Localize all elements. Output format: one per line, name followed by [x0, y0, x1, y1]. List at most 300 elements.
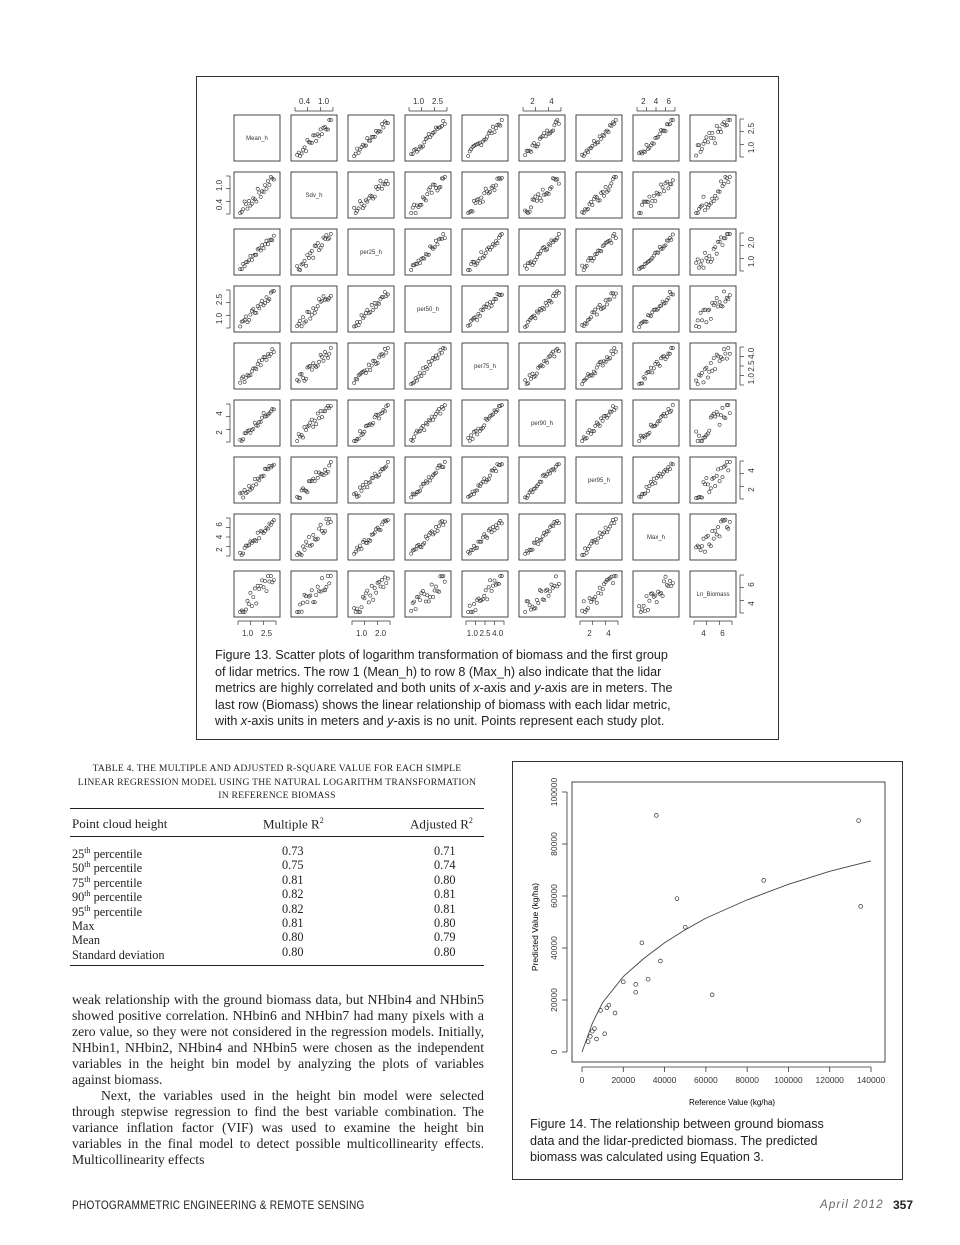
data-point	[443, 580, 446, 583]
data-point	[303, 548, 306, 551]
adjusted-r2-value: 0.71	[434, 844, 456, 858]
data-point	[491, 125, 494, 128]
data-point	[328, 464, 331, 467]
data-point	[581, 439, 584, 442]
y-tick-label: 20000	[549, 988, 559, 1012]
tick-label: 2.5	[747, 122, 756, 135]
data-point	[595, 313, 598, 316]
data-point	[477, 259, 480, 262]
data-point	[426, 193, 429, 196]
multiple-r2-value: 0.75	[282, 858, 304, 873]
tick-label: 1.0	[215, 312, 224, 325]
data-point	[652, 194, 655, 197]
data-point	[703, 550, 706, 553]
data-point	[443, 237, 446, 240]
data-point	[353, 154, 356, 157]
data-point	[695, 379, 698, 382]
tick-label: 4	[215, 534, 224, 540]
panel	[690, 229, 736, 275]
data-point	[537, 193, 540, 196]
data-point	[442, 119, 445, 122]
data-point	[439, 412, 442, 415]
data-point	[357, 151, 360, 154]
data-point	[322, 359, 325, 362]
data-point	[242, 496, 245, 499]
data-point	[323, 468, 326, 471]
data-point	[475, 433, 478, 436]
data-point	[696, 258, 699, 261]
paragraph: Next, the variables used in the height bin model were selected through stepwise regression to find the best variable combination. The variance inflation factor (VIF) was used to examine the height bin variables in the final model to detect possible multicollinearity effects. Multicollinearity effects	[72, 1088, 484, 1167]
data-point	[244, 203, 247, 206]
data-point	[315, 139, 318, 142]
data-point	[306, 601, 309, 604]
data-point	[320, 133, 323, 136]
data-point	[258, 537, 261, 540]
adjusted-r2-value: 0.81	[434, 901, 456, 916]
panel	[576, 571, 622, 617]
data-point	[525, 267, 528, 270]
adjusted-r2-value: 0.81	[434, 887, 456, 902]
data-point	[721, 244, 724, 247]
data-point	[468, 439, 471, 442]
data-point	[366, 368, 369, 371]
data-point	[386, 460, 389, 463]
data-point	[662, 190, 665, 193]
data-point	[648, 195, 651, 198]
data-point	[500, 118, 503, 121]
data-point	[304, 428, 307, 431]
data-point	[249, 313, 252, 316]
data-point	[316, 412, 319, 415]
data-point	[700, 545, 703, 548]
data-point	[712, 537, 715, 540]
data-point	[316, 305, 319, 308]
data-point	[534, 195, 537, 198]
tick-label: 4.0	[492, 629, 504, 638]
data-point	[304, 540, 307, 543]
data-point	[535, 372, 538, 375]
x-tick-label: 0	[579, 1075, 585, 1085]
data-point	[467, 154, 470, 157]
x-tick-label: 100000	[774, 1075, 803, 1085]
data-point	[728, 294, 731, 297]
data-point	[377, 417, 380, 420]
data-point	[263, 184, 266, 187]
panel	[348, 457, 394, 503]
panel	[234, 400, 280, 446]
data-point	[638, 605, 641, 608]
data-point	[244, 608, 247, 611]
data-point	[329, 520, 332, 523]
data-point	[353, 381, 356, 384]
data-point	[246, 599, 249, 602]
data-point	[250, 605, 253, 608]
tick-label: 0.4	[215, 198, 224, 211]
data-point	[480, 251, 483, 254]
data-point	[489, 474, 492, 477]
data-point	[243, 265, 246, 268]
data-point	[309, 317, 312, 320]
tick-label: 6	[747, 582, 756, 587]
data-point	[721, 406, 724, 409]
data-point	[325, 234, 328, 237]
data-point	[671, 403, 674, 406]
data-point	[634, 990, 638, 994]
data-point	[524, 154, 527, 157]
data-point	[705, 136, 708, 139]
data-point	[718, 480, 721, 483]
data-point	[312, 256, 315, 259]
data-point	[634, 983, 638, 987]
data-point	[535, 598, 538, 601]
variable-label: per50_h	[416, 307, 440, 313]
data-point	[386, 577, 389, 580]
data-point	[272, 234, 275, 237]
panel	[348, 343, 394, 389]
data-point	[484, 589, 487, 592]
caption-line: of lidar metrics. The row 1 (Mean_h) to row 8 (Max_h) also indicate that the lidar	[215, 664, 662, 679]
data-point	[357, 323, 360, 326]
caption-line: last row (Biomass) shows the linear relationship of biomass with each lidar metric,	[215, 697, 671, 712]
data-point	[471, 437, 474, 440]
scatterplot-matrix	[197, 77, 778, 739]
data-point	[262, 586, 265, 589]
data-point	[300, 152, 303, 155]
data-point	[239, 381, 242, 384]
data-point	[367, 601, 370, 604]
caption-line: with x-axis units in meters and y-axis is no unit. Points represent each study plot.	[215, 714, 665, 729]
data-point	[594, 424, 597, 427]
figure-14-caption	[530, 1116, 890, 1166]
data-point	[662, 580, 665, 583]
adjusted-r2-value: 0.79	[434, 930, 456, 945]
data-point	[546, 304, 549, 307]
page-number: 357	[893, 1198, 914, 1212]
data-point	[494, 470, 497, 473]
data-point	[436, 529, 439, 532]
data-point	[303, 259, 306, 262]
data-point	[483, 594, 486, 597]
y-tick-label: 100000	[549, 777, 559, 807]
data-point	[418, 371, 421, 374]
data-point	[600, 417, 603, 420]
data-point	[426, 594, 429, 597]
data-point	[312, 533, 315, 536]
data-point	[715, 296, 718, 299]
panel	[519, 514, 565, 560]
data-point	[614, 517, 617, 520]
data-point	[613, 295, 616, 298]
data-point	[358, 544, 361, 547]
data-point	[645, 595, 648, 598]
data-point	[859, 905, 863, 909]
data-point	[581, 382, 584, 385]
data-point	[727, 181, 730, 184]
variable-label: per25_h	[359, 250, 383, 256]
data-point	[719, 467, 722, 470]
data-point	[360, 202, 363, 205]
data-point	[490, 589, 493, 592]
data-point	[604, 185, 607, 188]
data-point	[586, 1040, 590, 1044]
data-point	[605, 1006, 609, 1010]
data-point	[410, 211, 413, 214]
data-point	[709, 317, 712, 320]
data-point	[671, 179, 674, 182]
data-point	[659, 959, 663, 963]
data-point	[540, 199, 543, 202]
data-point	[315, 423, 318, 426]
data-point	[296, 439, 299, 442]
data-point	[703, 251, 706, 254]
y-tick-label: 60000	[549, 884, 559, 908]
data-point	[709, 487, 712, 490]
data-point	[299, 319, 302, 322]
tick-label: 6	[666, 97, 671, 106]
data-point	[529, 206, 532, 209]
data-point	[708, 490, 711, 493]
adjusted-r2-value: 0.74	[434, 858, 456, 873]
data-point	[470, 434, 473, 437]
tick-label: 2	[215, 547, 224, 552]
data-point	[599, 1009, 603, 1013]
data-point	[377, 185, 380, 188]
data-point	[380, 122, 383, 125]
journal-name: PHOTOGRAMMETRIC ENGINEERING & REMOTE SENSING	[72, 1198, 365, 1212]
data-point	[709, 361, 712, 364]
data-point	[537, 602, 540, 605]
data-point	[490, 531, 493, 534]
data-point	[268, 183, 271, 186]
data-point	[728, 175, 731, 178]
data-point	[638, 325, 641, 328]
multiple-r2-value: 0.82	[282, 887, 304, 902]
data-point	[380, 187, 383, 190]
data-point	[301, 316, 304, 319]
data-point	[309, 421, 312, 424]
data-point	[638, 439, 641, 442]
data-point	[494, 184, 497, 187]
data-point	[705, 321, 708, 324]
data-point	[366, 589, 369, 592]
data-point	[705, 256, 708, 259]
data-point	[603, 194, 606, 197]
adjusted-r2-value: 0.80	[434, 944, 456, 959]
data-point	[310, 589, 313, 592]
data-point	[714, 484, 717, 487]
panel	[462, 571, 508, 617]
data-point	[256, 531, 259, 534]
row-label: 75th percentile	[72, 874, 143, 890]
issue-date: April 2012	[820, 1199, 884, 1211]
data-point	[247, 603, 250, 606]
data-point	[259, 195, 262, 198]
data-point	[708, 429, 711, 432]
data-point	[727, 469, 730, 472]
data-point	[326, 356, 329, 359]
tick-label: 4	[215, 411, 224, 416]
data-point	[427, 476, 430, 479]
tick-label: 1.0	[747, 255, 756, 268]
row-label: Standard deviation	[72, 947, 165, 962]
data-point	[543, 132, 546, 135]
data-point	[715, 197, 718, 200]
data-point	[718, 535, 721, 538]
data-point	[242, 208, 245, 211]
data-point	[313, 419, 316, 422]
multiple-r2-value: 0.81	[282, 872, 304, 887]
data-point	[315, 594, 318, 597]
data-point	[372, 598, 375, 601]
data-point	[702, 195, 705, 198]
data-point	[664, 575, 667, 578]
data-point	[493, 528, 496, 531]
data-point	[487, 306, 490, 309]
y-tick-label: 80000	[549, 832, 559, 856]
data-point	[357, 207, 360, 210]
data-point	[700, 371, 703, 374]
tick-label: 4	[606, 629, 611, 638]
data-point	[410, 552, 413, 555]
caption-line: biomass was calculated using Equation 3.	[530, 1150, 764, 1165]
data-point	[366, 308, 369, 311]
tick-label: 2	[747, 487, 756, 492]
table-top-rule	[70, 808, 484, 809]
data-point	[429, 479, 432, 482]
panel	[633, 457, 679, 503]
data-point	[242, 262, 245, 265]
data-point	[667, 407, 670, 410]
x-axis-label: Reference Value (kg/ha)	[688, 1098, 776, 1107]
data-point	[316, 585, 319, 588]
data-point	[658, 133, 661, 136]
data-point	[721, 476, 724, 479]
data-point	[328, 582, 331, 585]
tick-label: 6	[720, 629, 725, 638]
data-point	[648, 484, 651, 487]
data-point	[386, 346, 389, 349]
multiple-r2-value: 0.81	[282, 916, 304, 930]
data-point	[410, 496, 413, 499]
data-point	[320, 577, 323, 580]
data-point	[724, 300, 727, 303]
data-point	[706, 141, 709, 144]
data-point	[486, 135, 489, 138]
caption-line: Figure 13. Scatter plots of logarithm transformation of biomass and the first group	[215, 648, 668, 662]
tick-label: 1.0	[412, 97, 425, 106]
data-point	[600, 137, 603, 140]
data-point	[370, 364, 373, 367]
tick-label: 1.0	[241, 629, 254, 638]
data-point	[547, 594, 550, 597]
data-point	[329, 346, 332, 349]
data-point	[531, 263, 534, 266]
data-point	[661, 595, 664, 598]
data-point	[593, 1027, 597, 1031]
data-point	[410, 609, 413, 612]
data-point	[708, 254, 711, 257]
data-point	[548, 590, 551, 593]
data-point	[715, 252, 718, 255]
data-point	[603, 1032, 607, 1036]
caption-line: data and the lidar-predicted biomass. The predicted	[530, 1133, 818, 1148]
data-point	[491, 525, 494, 528]
data-point	[490, 304, 493, 307]
y-tick-label: 40000	[549, 936, 559, 960]
tick-label: 2.0	[374, 629, 387, 638]
data-point	[591, 203, 594, 206]
data-point	[702, 266, 705, 269]
data-point	[310, 368, 313, 371]
data-point	[613, 346, 616, 349]
data-point	[553, 124, 556, 127]
data-point	[370, 584, 373, 587]
data-point	[588, 1035, 592, 1039]
data-point	[320, 415, 323, 418]
tick-label: 0.4	[298, 97, 311, 106]
data-point	[553, 355, 556, 358]
table-header-height: Point cloud height	[72, 816, 168, 831]
data-point	[318, 527, 321, 530]
data-point	[442, 523, 445, 526]
data-point	[610, 241, 613, 244]
data-point	[702, 381, 705, 384]
figure-13	[196, 76, 779, 740]
data-point	[718, 360, 721, 363]
data-point	[541, 188, 544, 191]
variable-label: Sdv_h	[305, 193, 323, 199]
data-point	[601, 588, 604, 591]
data-point	[437, 525, 440, 528]
data-point	[487, 586, 490, 589]
data-point	[722, 290, 725, 293]
data-point	[369, 594, 372, 597]
data-point	[642, 604, 645, 607]
variable-label: per75_h	[473, 364, 497, 370]
data-point	[715, 474, 718, 477]
data-point	[655, 600, 658, 603]
data-point	[272, 350, 275, 353]
data-point	[360, 606, 363, 609]
data-point	[423, 429, 426, 432]
data-point	[358, 486, 361, 489]
data-point	[595, 601, 598, 604]
data-point	[601, 364, 604, 367]
adjusted-r2-value: 0.80	[434, 916, 456, 930]
table-4-title: TABLE 4. THE MULTIPLE AND ADJUSTED R-SQUARE VALUE FOR EACH SIMPLE LINEAR REGRESSION MODEL USING THE NATURAL LOGARITHM TRANSFORMATION IN REFERENCE BIOMASS	[77, 763, 477, 801]
data-point	[437, 407, 440, 410]
data-point	[675, 897, 679, 901]
data-point	[323, 350, 326, 353]
data-point	[590, 1029, 594, 1033]
panel	[405, 172, 451, 218]
data-point	[585, 551, 588, 554]
data-point	[695, 154, 698, 157]
data-point	[436, 357, 439, 360]
data-point	[316, 476, 319, 479]
data-point	[700, 319, 703, 322]
figure-13-caption	[215, 647, 760, 730]
tick-label: 4	[653, 97, 659, 106]
table-header-adjusted: Adjusted $R^2$	[410, 816, 473, 832]
data-point	[715, 124, 718, 127]
data-point	[494, 127, 497, 130]
data-point	[595, 541, 598, 544]
plot-frame	[572, 782, 885, 1062]
y-axis-label: Predicted Value (kg/ha)	[530, 882, 540, 972]
data-point	[661, 186, 664, 189]
tick-label: 1.0	[747, 373, 756, 385]
